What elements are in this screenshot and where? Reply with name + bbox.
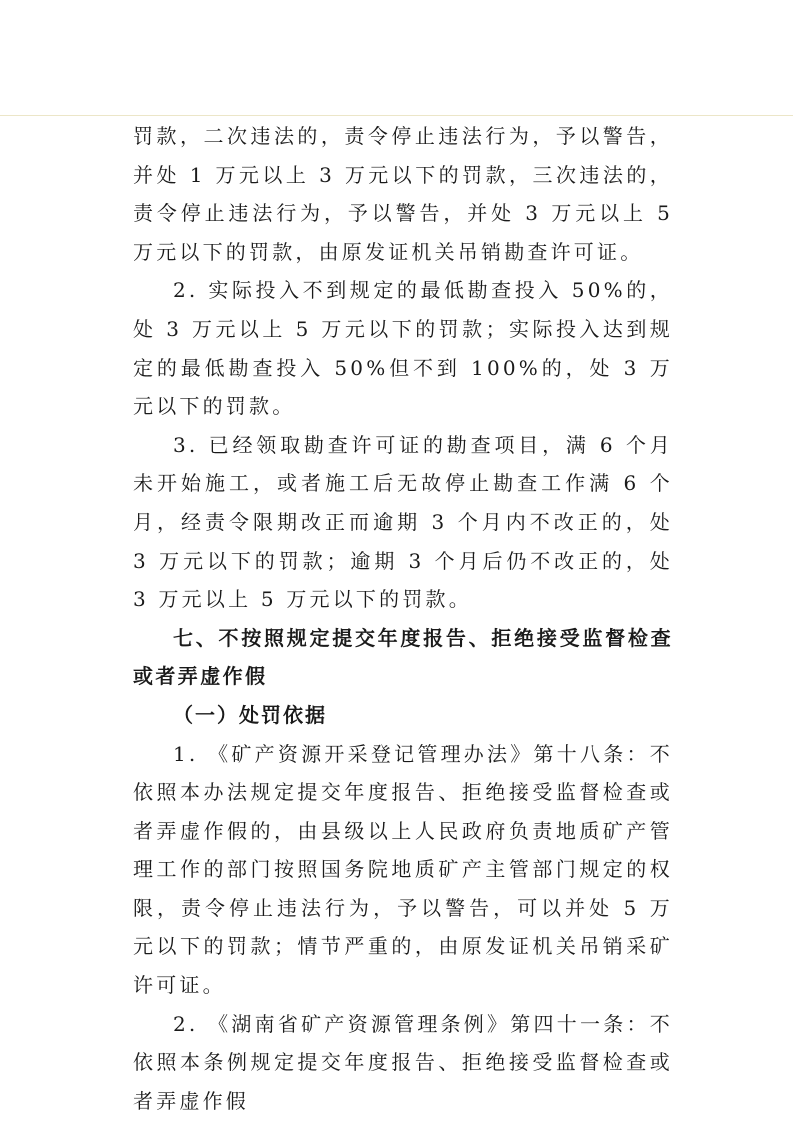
- paragraph-basis-2: 2. 《湖南省矿产资源管理条例》第四十一条：不依照本条例规定提交年度报告、拒绝接受监督检查或者弄虚作假: [133, 1011, 673, 1113]
- paragraph-item-3: 3. 已经领取勘查许可证的勘查项目，满 6 个月未开始施工，或者施工后无故停止勘查工作满 6 个月，经责令限期改正而逾期 3 个月内不改正的，处 3 万元以下的罚款；逾期 3 个月后仍不改正的，处 3 万元以上 5 万元以下的罚款。: [133, 432, 673, 612]
- paragraph-penalty-continued: 罚款，二次违法的，责令停止违法行为，予以警告，并处 1 万元以上 3 万元以下的罚款，三次违法的，责令停止违法行为，予以警告，并处 3 万元以上 5 万元以下的罚款，由原发证机关吊销勘查许可证。: [133, 124, 673, 264]
- paragraph-item-2: 2. 实际投入不到规定的最低勘查投入 50%的，处 3 万元以上 5 万元以下的罚款；实际投入达到规定的最低勘查投入 50%但不到 100%的，处 3 万元以下的罚款。: [133, 278, 673, 419]
- paragraph-basis-1: 1. 《矿产资源开采登记管理办法》第十八条：不依照本办法规定提交年度报告、拒绝接受监督检查或者弄虚作假的，由县级以上人民政府负责地质矿产管理工作的部门按照国务院地质矿产主管部门规定的权限，责令停止违法行为，予以警告，可以并处 5 万元以下的罚款；情节严重的，由原发证机关吊销采矿许可证。: [133, 741, 673, 998]
- document-page: [0, 116, 793, 1120]
- section-heading-7: 七、不按照规定提交年度报告、拒绝接受监督检查或者弄虚作假: [133, 625, 673, 689]
- subsection-heading-basis: （一）处罚依据: [173, 702, 327, 727]
